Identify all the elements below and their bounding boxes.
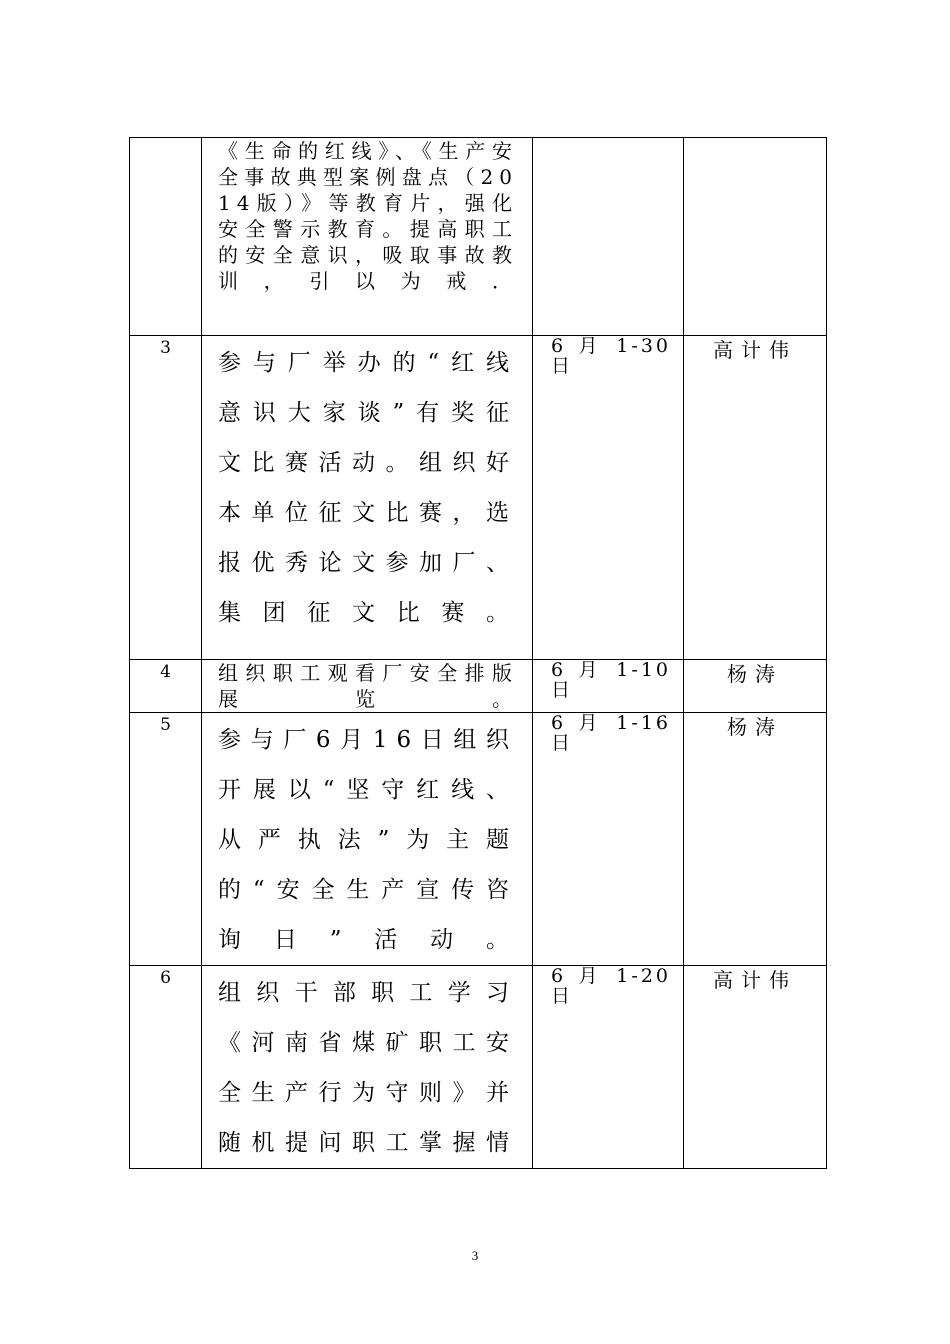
row-person: 杨涛 [727,662,783,686]
row-date: 6 月 1-30日 [551,335,671,377]
page-number: 3 [471,1248,479,1263]
table-row [130,138,827,336]
row-number: 6 [160,968,171,988]
row-person: 高计伟 [713,338,797,362]
person-cell [684,660,827,713]
row-number-cell [130,138,202,336]
date-cell [533,713,684,966]
row-content: 组织职工观看厂安全排版展览。 [218,661,518,711]
date-cell [533,660,684,713]
table-row [130,660,827,713]
row-person [684,138,826,139]
row-content: 组织干部职工学习《河南省煤矿职工安全生产行为守则》并随机提问职工掌握情 [218,980,518,1156]
row-number: 5 [160,715,171,735]
date-cell [533,966,684,1169]
person-cell [684,138,827,336]
activity-table [129,137,827,1169]
row-date: 6 月 1-16日 [551,712,671,754]
content-cell [202,138,533,336]
row-number-cell [130,660,202,713]
row-person: 杨涛 [727,715,783,739]
row-content: 参与厂举办的“红线意识大家谈”有奖征文比赛活动。组织好本单位征文比赛，选报优秀论文参加厂、集团征文比赛。 [218,350,518,626]
person-cell [684,336,827,660]
row-number: 3 [160,338,171,358]
row-number-cell [130,966,202,1169]
row-number-cell [130,336,202,660]
date-cell [533,336,684,660]
row-number: 4 [160,662,171,682]
row-number-cell [130,713,202,966]
person-cell [684,713,827,966]
row-person: 高计伟 [713,968,797,992]
content-cell [202,966,533,1169]
row-date: 6 月 1-10日 [551,659,671,701]
table-row [130,713,827,966]
date-cell [533,138,684,336]
content-cell [202,713,533,966]
table-row [130,336,827,660]
table-row [130,966,827,1169]
content-cell [202,336,533,660]
row-date: 6 月 1-20日 [551,965,671,1007]
row-content: 参与厂6月16日组织开展以“坚守红线、从严执法”为主题的“安全生产宣传咨询日”活动。 [218,727,518,953]
content-cell [202,660,533,713]
row-content: 《生命的红线》、《生产安全事故典型案例盘点（2014版）》等教育片，强化安全警示教育。提高职工的安全意识，吸取事故教训，引以为戒． [218,139,518,293]
person-cell [684,966,827,1169]
row-number [130,138,201,140]
